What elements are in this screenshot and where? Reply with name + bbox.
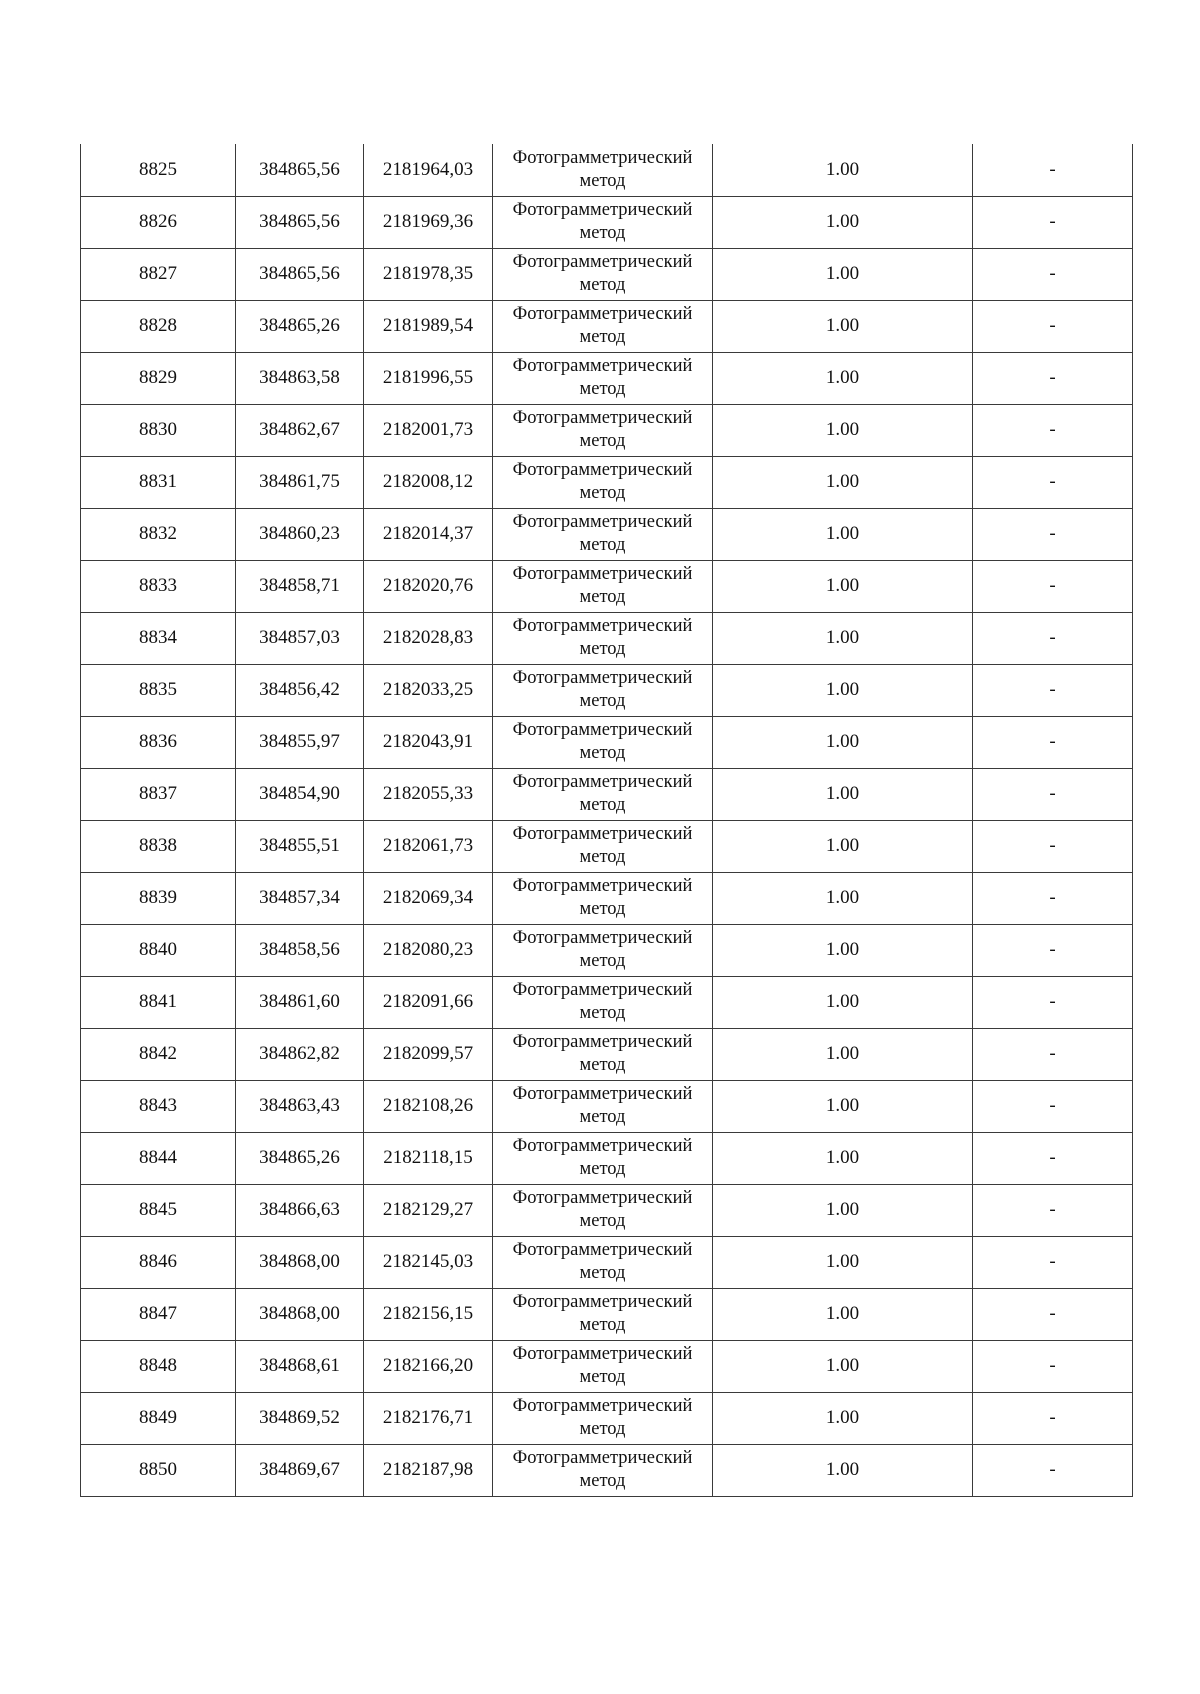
method-line-2: метод [579, 1419, 626, 1439]
method-line-2: метод [579, 431, 626, 451]
method-cell [493, 456, 713, 508]
table-row [81, 1444, 1133, 1496]
y-coordinate-cell: 2182118,15 [364, 1132, 493, 1184]
y-coordinate-cell: 2182001,73 [364, 404, 493, 456]
accuracy-cell: 1.00 [713, 1080, 973, 1132]
x-coordinate-cell: 384856,42 [236, 664, 364, 716]
method-cell [493, 352, 713, 404]
y-coordinate-cell: 2182187,98 [364, 1444, 493, 1496]
accuracy-cell: 1.00 [713, 1392, 973, 1444]
accuracy-cell: 1.00 [713, 612, 973, 664]
accuracy-cell: 1.00 [713, 248, 973, 300]
table-row [81, 1132, 1133, 1184]
method-line-2: метод [579, 379, 626, 399]
method-line-1: Фотограмметрический [512, 1084, 693, 1104]
y-coordinate-cell: 2182033,25 [364, 664, 493, 716]
method-line-2: метод [579, 1315, 626, 1335]
y-coordinate-cell: 2181989,54 [364, 300, 493, 352]
table-row [81, 508, 1133, 560]
point-number-cell: 8832 [81, 508, 236, 560]
method-line-2: метод [579, 1211, 626, 1231]
note-cell: - [973, 560, 1133, 612]
x-coordinate-cell: 384869,52 [236, 1392, 364, 1444]
table-row [81, 768, 1133, 820]
method-cell [493, 612, 713, 664]
method-cell [493, 144, 713, 196]
method-line-2: метод [579, 327, 626, 347]
accuracy-cell: 1.00 [713, 716, 973, 768]
point-number-cell: 8841 [81, 976, 236, 1028]
x-coordinate-cell: 384857,03 [236, 612, 364, 664]
accuracy-cell: 1.00 [713, 1028, 973, 1080]
table-row [81, 612, 1133, 664]
note-cell: - [973, 976, 1133, 1028]
method-line-1: Фотограмметрический [512, 147, 693, 168]
method-cell [493, 196, 713, 248]
note-cell: - [973, 456, 1133, 508]
point-number-cell: 8845 [81, 1184, 236, 1236]
y-coordinate-cell: 2182069,34 [364, 872, 493, 924]
note-cell: - [973, 1236, 1133, 1288]
method-line-1: Фотограмметрический [512, 1240, 693, 1260]
method-line-1: Фотограмметрический [512, 200, 693, 220]
point-number-cell: 8849 [81, 1392, 236, 1444]
accuracy-cell: 1.00 [713, 1444, 973, 1496]
y-coordinate-cell: 2182020,76 [364, 560, 493, 612]
point-number-cell: 8848 [81, 1340, 236, 1392]
method-cell [493, 560, 713, 612]
method-cell [493, 872, 713, 924]
method-cell [493, 1132, 713, 1184]
table-row [81, 144, 1133, 196]
method-line-2: метод [579, 223, 626, 243]
table-row [81, 352, 1133, 404]
method-line-2: метод [579, 587, 626, 607]
table-row [81, 716, 1133, 768]
table-row [81, 300, 1133, 352]
accuracy-cell: 1.00 [713, 1340, 973, 1392]
x-coordinate-cell: 384861,75 [236, 456, 364, 508]
table-row [81, 1288, 1133, 1340]
method-cell [493, 976, 713, 1028]
accuracy-cell: 1.00 [713, 820, 973, 872]
point-number-cell: 8842 [81, 1028, 236, 1080]
method-cell [493, 1080, 713, 1132]
method-line-2: метод [579, 1471, 626, 1491]
accuracy-cell: 1.00 [713, 144, 973, 196]
method-cell [493, 1288, 713, 1340]
table-row [81, 1028, 1133, 1080]
method-cell [493, 1184, 713, 1236]
x-coordinate-cell: 384862,82 [236, 1028, 364, 1080]
point-number-cell: 8840 [81, 924, 236, 976]
x-coordinate-cell: 384865,26 [236, 300, 364, 352]
point-number-cell: 8850 [81, 1444, 236, 1496]
y-coordinate-cell: 2182156,15 [364, 1288, 493, 1340]
x-coordinate-cell: 384865,56 [236, 144, 364, 196]
table-row [81, 976, 1133, 1028]
method-line-2: метод [579, 535, 626, 555]
accuracy-cell: 1.00 [713, 404, 973, 456]
y-coordinate-cell: 2182008,12 [364, 456, 493, 508]
note-cell: - [973, 716, 1133, 768]
point-number-cell: 8843 [81, 1080, 236, 1132]
accuracy-cell: 1.00 [713, 872, 973, 924]
y-coordinate-cell: 2182091,66 [364, 976, 493, 1028]
y-coordinate-cell: 2182080,23 [364, 924, 493, 976]
point-number-cell: 8826 [81, 196, 236, 248]
point-number-cell: 8846 [81, 1236, 236, 1288]
point-number-cell: 8833 [81, 560, 236, 612]
table-row [81, 872, 1133, 924]
method-line-1: Фотограмметрический [512, 408, 693, 428]
note-cell: - [973, 924, 1133, 976]
method-line-1: Фотограмметрический [512, 1448, 693, 1468]
table-row [81, 456, 1133, 508]
x-coordinate-cell: 384866,63 [236, 1184, 364, 1236]
method-cell [493, 820, 713, 872]
accuracy-cell: 1.00 [713, 508, 973, 560]
y-coordinate-cell: 2182176,71 [364, 1392, 493, 1444]
note-cell: - [973, 820, 1133, 872]
note-cell: - [973, 872, 1133, 924]
method-line-1: Фотограмметрический [512, 460, 693, 480]
table-row [81, 1340, 1133, 1392]
method-line-2: метод [579, 899, 626, 919]
note-cell: - [973, 612, 1133, 664]
note-cell: - [973, 1184, 1133, 1236]
method-cell [493, 1028, 713, 1080]
method-line-1: Фотограмметрический [512, 772, 693, 792]
point-number-cell: 8847 [81, 1288, 236, 1340]
method-line-2: метод [579, 1263, 626, 1283]
method-line-2: метод [579, 847, 626, 867]
method-line-1: Фотограмметрический [512, 1032, 693, 1052]
note-cell: - [973, 1340, 1133, 1392]
method-line-1: Фотограмметрический [512, 304, 693, 324]
accuracy-cell: 1.00 [713, 768, 973, 820]
method-line-1: Фотограмметрический [512, 876, 693, 896]
point-number-cell: 8831 [81, 456, 236, 508]
note-cell: - [973, 248, 1133, 300]
x-coordinate-cell: 384861,60 [236, 976, 364, 1028]
x-coordinate-cell: 384858,71 [236, 560, 364, 612]
method-line-1: Фотограмметрический [512, 616, 693, 636]
y-coordinate-cell: 2182028,83 [364, 612, 493, 664]
note-cell: - [973, 144, 1133, 196]
accuracy-cell: 1.00 [713, 456, 973, 508]
y-coordinate-cell: 2182145,03 [364, 1236, 493, 1288]
method-line-1: Фотограмметрический [512, 1344, 693, 1364]
accuracy-cell: 1.00 [713, 664, 973, 716]
x-coordinate-cell: 384855,51 [236, 820, 364, 872]
x-coordinate-cell: 384863,43 [236, 1080, 364, 1132]
note-cell: - [973, 1444, 1133, 1496]
method-line-2: метод [579, 1367, 626, 1387]
coordinates-table-body [81, 144, 1133, 1496]
note-cell: - [973, 352, 1133, 404]
x-coordinate-cell: 384868,00 [236, 1288, 364, 1340]
y-coordinate-cell: 2182043,91 [364, 716, 493, 768]
y-coordinate-cell: 2182014,37 [364, 508, 493, 560]
y-coordinate-cell: 2181964,03 [364, 144, 493, 196]
coordinates-table [80, 144, 1133, 1497]
method-line-1: Фотограмметрический [512, 252, 693, 272]
method-line-1: Фотограмметрический [512, 980, 693, 1000]
table-row [81, 248, 1133, 300]
table-row [81, 404, 1133, 456]
x-coordinate-cell: 384863,58 [236, 352, 364, 404]
x-coordinate-cell: 384857,34 [236, 872, 364, 924]
method-line-1: Фотограмметрический [512, 1188, 693, 1208]
method-line-1: Фотограмметрический [512, 1136, 693, 1156]
y-coordinate-cell: 2182166,20 [364, 1340, 493, 1392]
method-line-1: Фотограмметрический [512, 1292, 693, 1312]
accuracy-cell: 1.00 [713, 924, 973, 976]
method-cell [493, 1392, 713, 1444]
method-cell [493, 664, 713, 716]
method-cell [493, 924, 713, 976]
method-cell [493, 248, 713, 300]
point-number-cell: 8836 [81, 716, 236, 768]
note-cell: - [973, 196, 1133, 248]
accuracy-cell: 1.00 [713, 352, 973, 404]
point-number-cell: 8838 [81, 820, 236, 872]
method-line-1: Фотограмметрический [512, 668, 693, 688]
accuracy-cell: 1.00 [713, 300, 973, 352]
method-cell [493, 508, 713, 560]
method-line-2: метод [579, 1107, 626, 1127]
method-line-2: метод [579, 1003, 626, 1023]
note-cell: - [973, 404, 1133, 456]
x-coordinate-cell: 384865,56 [236, 248, 364, 300]
method-cell [493, 716, 713, 768]
x-coordinate-cell: 384855,97 [236, 716, 364, 768]
method-line-1: Фотограмметрический [512, 1396, 693, 1416]
x-coordinate-cell: 384868,61 [236, 1340, 364, 1392]
table-row [81, 1184, 1133, 1236]
table-row [81, 820, 1133, 872]
method-line-2: метод [579, 275, 626, 295]
method-line-2: метод [579, 170, 626, 191]
y-coordinate-cell: 2182108,26 [364, 1080, 493, 1132]
y-coordinate-cell: 2182129,27 [364, 1184, 493, 1236]
note-cell: - [973, 508, 1133, 560]
note-cell: - [973, 300, 1133, 352]
x-coordinate-cell: 384865,56 [236, 196, 364, 248]
method-cell [493, 1236, 713, 1288]
x-coordinate-cell: 384858,56 [236, 924, 364, 976]
table-row [81, 560, 1133, 612]
accuracy-cell: 1.00 [713, 196, 973, 248]
table-row [81, 1080, 1133, 1132]
method-line-1: Фотограмметрический [512, 720, 693, 740]
y-coordinate-cell: 2181978,35 [364, 248, 493, 300]
note-cell: - [973, 1392, 1133, 1444]
x-coordinate-cell: 384868,00 [236, 1236, 364, 1288]
point-number-cell: 8830 [81, 404, 236, 456]
method-line-2: метод [579, 795, 626, 815]
point-number-cell: 8834 [81, 612, 236, 664]
x-coordinate-cell: 384860,23 [236, 508, 364, 560]
method-line-1: Фотограмметрический [512, 824, 693, 844]
method-line-1: Фотограмметрический [512, 928, 693, 948]
y-coordinate-cell: 2182055,33 [364, 768, 493, 820]
note-cell: - [973, 664, 1133, 716]
x-coordinate-cell: 384865,26 [236, 1132, 364, 1184]
y-coordinate-cell: 2181969,36 [364, 196, 493, 248]
method-line-1: Фотограмметрический [512, 564, 693, 584]
method-cell [493, 1340, 713, 1392]
method-line-2: метод [579, 1159, 626, 1179]
table-row [81, 196, 1133, 248]
y-coordinate-cell: 2182099,57 [364, 1028, 493, 1080]
point-number-cell: 8835 [81, 664, 236, 716]
method-line-1: Фотограмметрический [512, 512, 693, 532]
method-line-2: метод [579, 951, 626, 971]
accuracy-cell: 1.00 [713, 1288, 973, 1340]
method-cell [493, 300, 713, 352]
method-line-2: метод [579, 639, 626, 659]
point-number-cell: 8837 [81, 768, 236, 820]
point-number-cell: 8839 [81, 872, 236, 924]
table-row [81, 1392, 1133, 1444]
point-number-cell: 8825 [81, 144, 236, 196]
method-line-2: метод [579, 483, 626, 503]
point-number-cell: 8828 [81, 300, 236, 352]
table-row [81, 1236, 1133, 1288]
method-cell [493, 404, 713, 456]
y-coordinate-cell: 2181996,55 [364, 352, 493, 404]
table-row [81, 664, 1133, 716]
note-cell: - [973, 1028, 1133, 1080]
x-coordinate-cell: 384854,90 [236, 768, 364, 820]
x-coordinate-cell: 384869,67 [236, 1444, 364, 1496]
method-cell [493, 1444, 713, 1496]
accuracy-cell: 1.00 [713, 560, 973, 612]
x-coordinate-cell: 384862,67 [236, 404, 364, 456]
accuracy-cell: 1.00 [713, 1184, 973, 1236]
method-line-2: метод [579, 691, 626, 711]
note-cell: - [973, 1288, 1133, 1340]
point-number-cell: 8844 [81, 1132, 236, 1184]
note-cell: - [973, 1080, 1133, 1132]
point-number-cell: 8827 [81, 248, 236, 300]
note-cell: - [973, 768, 1133, 820]
accuracy-cell: 1.00 [713, 1132, 973, 1184]
method-line-2: метод [579, 743, 626, 763]
point-number-cell: 8829 [81, 352, 236, 404]
method-line-1: Фотограмметрический [512, 356, 693, 376]
note-cell: - [973, 1132, 1133, 1184]
method-cell [493, 768, 713, 820]
accuracy-cell: 1.00 [713, 1236, 973, 1288]
y-coordinate-cell: 2182061,73 [364, 820, 493, 872]
table-row [81, 924, 1133, 976]
accuracy-cell: 1.00 [713, 976, 973, 1028]
method-line-2: метод [579, 1055, 626, 1075]
